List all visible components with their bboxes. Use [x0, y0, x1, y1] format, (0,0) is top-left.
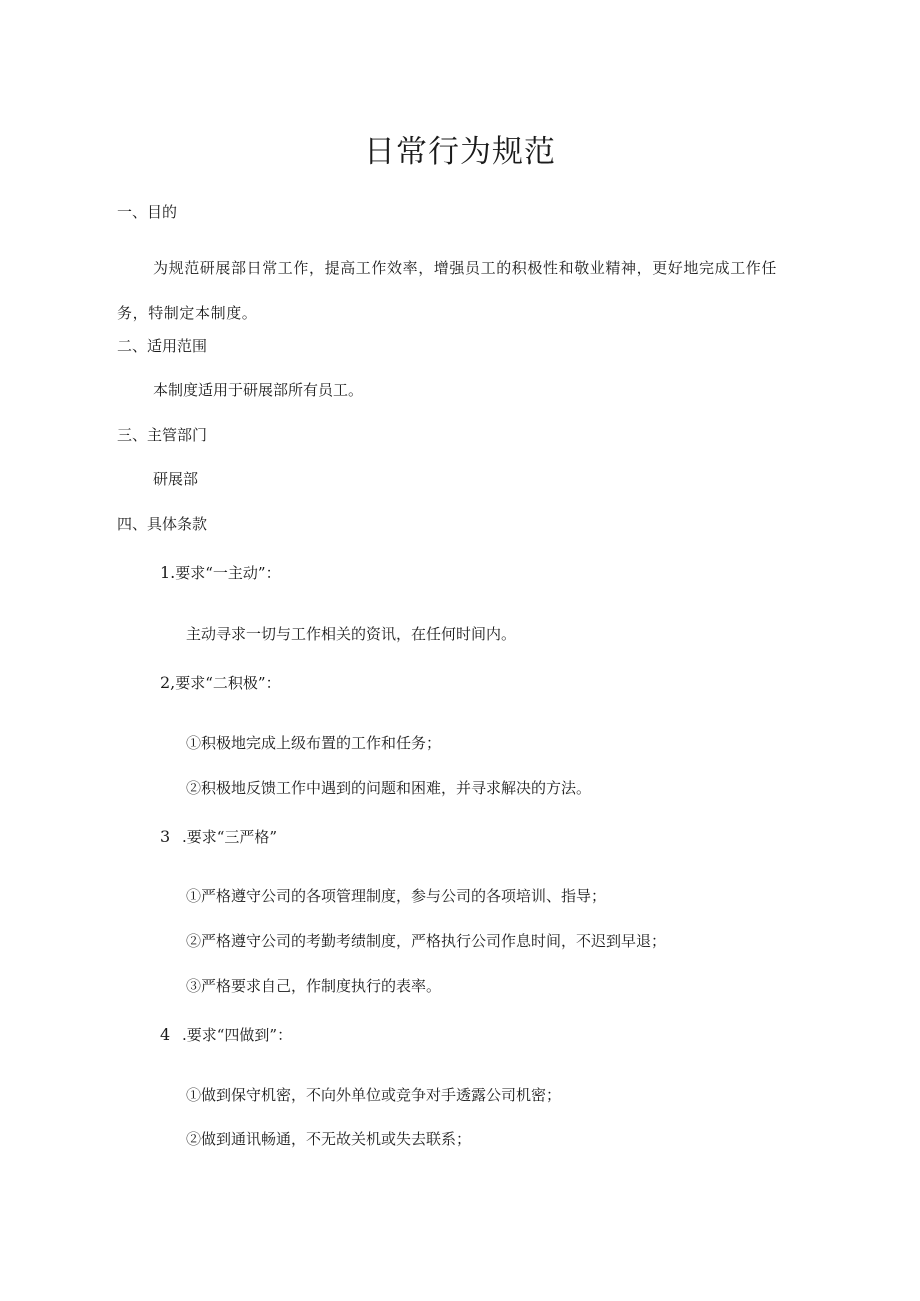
section-heading-purpose: 一、目的	[117, 203, 178, 221]
clause-3-point-2: ②严格遵守公司的考勤考绩制度，严格执行公司作息时间，不迟到早退；	[186, 932, 667, 950]
clause-3-heading	[160, 827, 277, 847]
clause-number: 4	[160, 1025, 171, 1044]
document-title: 日常行为规范	[364, 134, 556, 170]
clause-4-heading	[160, 1025, 292, 1045]
section-heading-scope: 二、适用范围	[117, 337, 208, 355]
clause-1-point-1: 主动寻求一切与工作相关的资讯，在任何时间内。	[186, 625, 517, 643]
clause-label: 要求“二积极”：	[175, 674, 281, 692]
clause-label: 要求“一主动”：	[175, 564, 281, 582]
section-body-purpose: 为规范研展部日常工作，提高工作效率，增强员工的积极性和敬业精神，更好地完成工作任务，特制定本制度。	[117, 259, 778, 322]
clause-1-heading	[160, 563, 281, 583]
clause-label: .要求“四做到”：	[182, 1026, 293, 1044]
section-heading-clauses: 四、具体条款	[117, 515, 208, 533]
clause-3-point-1: ①严格遵守公司的各项管理制度，参与公司的各项培训、指导；	[186, 887, 607, 905]
clause-number: 2,	[160, 673, 176, 692]
clause-4-point-1: ①做到保守机密，不向外单位或竞争对手透露公司机密；	[186, 1086, 562, 1104]
clause-3-point-3: ③严格要求自己，作制度执行的表率。	[186, 977, 442, 995]
clause-label: .要求“三严格”	[182, 828, 278, 846]
clause-number: 3	[160, 827, 171, 846]
clause-2-point-2: ②积极地反馈工作中遇到的问题和困难，并寻求解决的方法。	[186, 779, 592, 797]
section-heading-department: 三、主管部门	[117, 426, 208, 444]
clause-4-point-2: ②做到通讯畅通，不无故关机或失去联系；	[186, 1130, 472, 1148]
section-body-department: 研展部	[153, 470, 199, 488]
clause-2-point-1: ①积极地完成上级布置的工作和任务；	[186, 734, 442, 752]
section-body-scope: 本制度适用于研展部所有员工。	[153, 381, 364, 399]
clause-2-heading	[160, 673, 281, 693]
clause-number: 1.	[160, 563, 176, 582]
